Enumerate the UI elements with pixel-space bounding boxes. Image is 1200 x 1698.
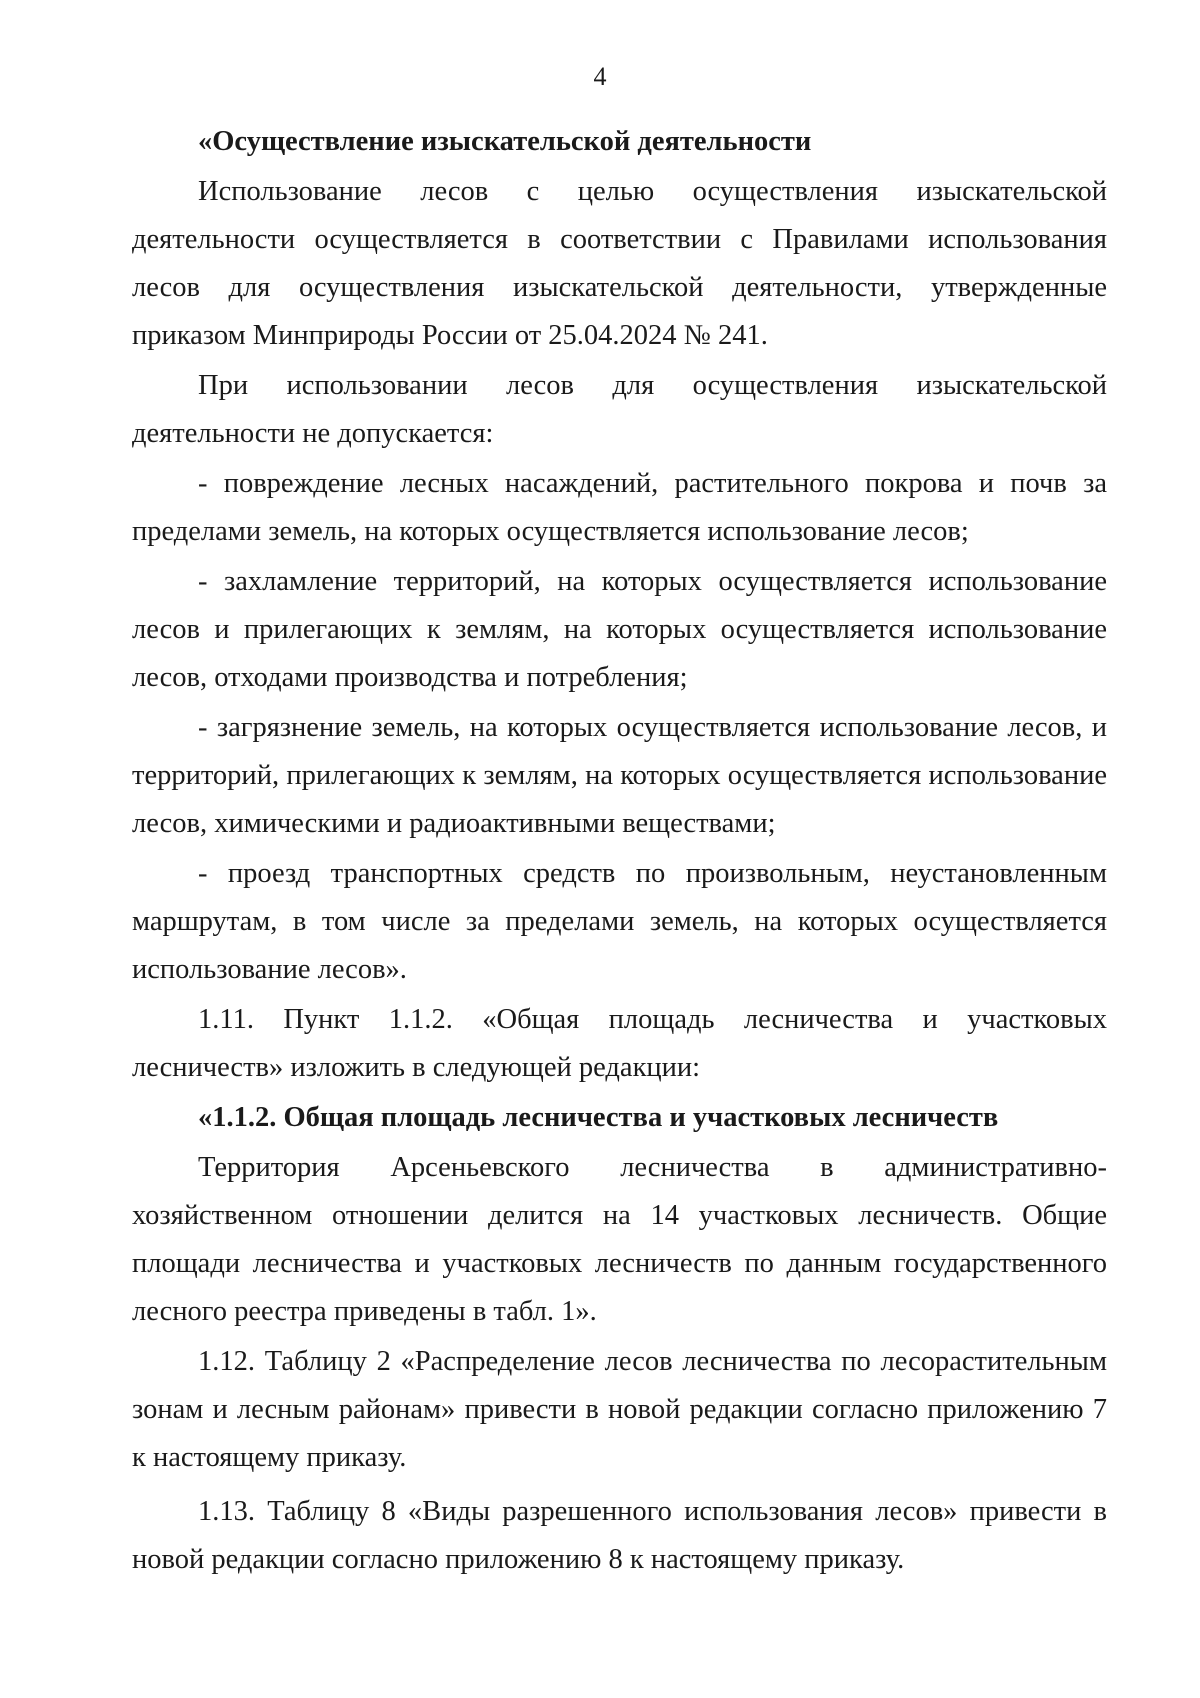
list-item-littering: - захламление территорий, на которых осуществляется использование лесов и прилегающих к землям, на которых осуществляется использование лесов, отходами производства и потребления;: [132, 566, 1107, 693]
paragraph-survey-rules: Использование лесов с целью осуществления изыскательской деятельности осуществляется в соответствии с Правилами использования лесов для осуществления изыскательской деятельности, утвержденные приказом Минприроды России от 25.04.2024 № 241.: [132, 176, 1107, 351]
list-item-pollution: - загрязнение земель, на которых осуществляется использование лесов, и территорий, прилегающих к землям, на которых осуществляется использование лесов, химическими и радиоактивными веществами;: [132, 712, 1107, 839]
list-item-damage: - повреждение лесных насаждений, растительного покрова и почв за пределами земель, на которых осуществляется использование лесов;: [132, 468, 1107, 547]
section-heading-total-area: «1.1.2. Общая площадь лесничества и участковых лесничеств: [198, 1102, 999, 1133]
section-heading-survey-activity: «Осуществление изыскательской деятельности: [198, 126, 812, 157]
paragraph-territory: Территория Арсеньевского лесничества в административно-хозяйственном отношении делится на 14 участковых лесничеств. Общие площади лесничества и участковых лесничеств по данным государственного лесного реестра приведены в табл. 1».: [132, 1152, 1107, 1327]
document-body: [132, 118, 1107, 1586]
paragraph-item-1-12: 1.12. Таблицу 2 «Распределение лесов лесничества по лесорастительным зонам и лесным районам» привести в новой редакции согласно приложению 7 к настоящему приказу.: [132, 1346, 1107, 1473]
list-item-vehicle-passage: - проезд транспортных средств по произвольным, неустановленным маршрутам, в том числе за пределами земель, на которых осуществляется использование лесов».: [132, 858, 1107, 985]
page-number: 4: [593, 62, 607, 91]
paragraph-item-1-13: 1.13. Таблицу 8 «Виды разрешенного использования лесов» привести в новой редакции согласно приложению 8 к настоящему приказу.: [132, 1496, 1107, 1575]
paragraph-not-allowed-intro: При использовании лесов для осуществления изыскательской деятельности не допускается:: [132, 370, 1107, 449]
paragraph-item-1-11: 1.11. Пункт 1.1.2. «Общая площадь лесничества и участковых лесничеств» изложить в следующей редакции:: [132, 1004, 1107, 1083]
